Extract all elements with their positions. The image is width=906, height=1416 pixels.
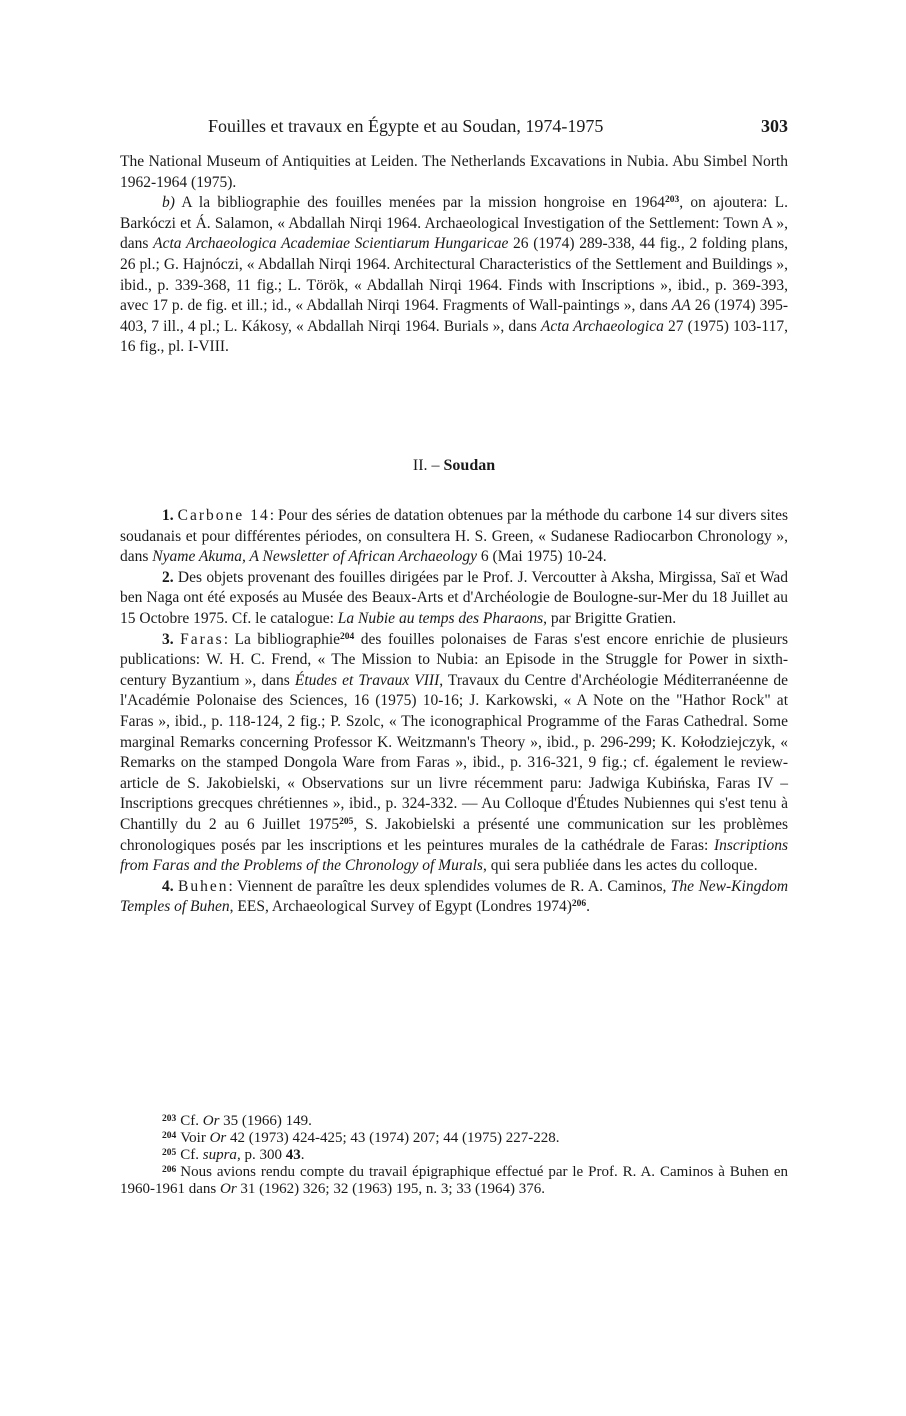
paragraph-b-label: b) (162, 194, 175, 212)
footnote-205: $^{205}$ Cf. supra, p. 300 43. (162, 1147, 305, 1163)
running-title: Fouilles et travaux en Égypte et au Soudan, 1974-1975 (208, 116, 604, 136)
item-keyword: Faras (180, 630, 224, 648)
item-faras: 3. Faras: La bibliographie$^{204}$ des fouilles polonaises de Faras s'est encore enrichie de plusieurs publications: W. H. C. Frend, « The Mission to Nubia: an Episode in the Struggle for Power in sixth-century Byzantium », dans Études et Travaux VIII, Travaux du Centre d'Archéologie Méditerranéenne de l'Académie Polonaise des Sciences, 16 (1975) 10-16; J. Karkowski, « A Note on the "Hathor Rock" at Faras », ibid., p. 118-124, 2 fig.; P. Szolc, « The iconographical Programme of the Faras Cathedral. Some marginal Remarks concerning Professor K. Weitzmann's Theory », ibid., p. 296-299; K. Kołodziejczyk, « Remarks on the stamped Dongola Ware from Faras », ibid., p. 316-321, 9 fig.; cf. également le review-article de S. Jakobielski, « Observations sur un livre récemment paru: Jadwiga Kubińska, Faras IV – Inscriptions grecques chrétiennes », ibid., p. 324-332. — Au Colloque d'Études Nubiennes qui s'est tenu à Chantilly du 2 au 6 Juillet 1975$^{205}$, S. Jakobielski a présenté une communication sur les problèmes chronologiques posés par les inscriptions et les peintures murales de la cathédrale de Faras: Inscriptions from Faras and the Problems of the Chronology of Murals, qui sera publiée dans les actes du colloque. (120, 630, 789, 875)
section-number: II. – (412, 457, 444, 474)
footnote-204: $^{204}$ Voir Or 42 (1973) 424-425; 43 (1974) 207; 44 (1975) 227-228. (162, 1130, 560, 1146)
section-title: Soudan (443, 457, 496, 474)
running-head (120, 116, 788, 140)
item-exhibition: 2. Des objets provenant des fouilles dirigées par le Prof. J. Vercoutter à Aksha, Mirgissa, Saï et Wad ben Naga ont été exposés au Musée des Beaux-Arts et d'Archéologie de Boulogne-sur-Mer du 18 Juillet au 15 Octobre 1975. Cf. le catalogue: La Nubie au temps des Pharaons, par Brigitte Gratien. (120, 568, 788, 627)
item-carbone-14: 1. Carbone 14: Pour des séries de datation obtenues par la méthode du carbone 14 sur divers sites soudanais et pour différentes périodes, on consultera H. S. Green, « Sudanese Radiocarbon Chronology », dans Nyame Akuma, A Newsletter of African Archaeology 6 (Mai 1975) 10-24. (120, 507, 789, 566)
item-keyword: Buhen (178, 877, 229, 895)
footnote-ref-205[interactable]: 205 (339, 816, 354, 827)
top-text-block (120, 152, 788, 358)
footnote-203: $^{203}$ Cf. Or 35 (1966) 149. (162, 1113, 312, 1129)
section-heading (120, 457, 788, 475)
footnotes (120, 1113, 788, 1198)
footnote-ref-204[interactable]: 204 (340, 631, 355, 642)
page-number: 303 (761, 116, 788, 136)
footnote-ref-206[interactable]: 206 (571, 899, 587, 910)
item-buhen: 4. Buhen: Viennent de paraître les deux splendides volumes de R. A. Caminos, The New-Kingdom Temples of Buhen, EES, Archaeological Survey of Egypt (Londres 1974)$^{206}$. (120, 877, 789, 916)
paragraph-b: b) A la bibliographie des fouilles menées par la mission hongroise en 1964$^{203}$, on ajoutera: L. Barkóczi et Á. Salamon, « Abdallah Nirqi 1964. Archaeological Investigation of the Settlement: Town A », dans Acta Archaeologica Academiae Scientiarum Hungaricae 26 (1974) 289-338, 44 fig., 2 folding plans, 26 pl.; G. Hajnóczi, « Abdallah Nirqi 1964. Architectural Characteristics of the Settlement and Buildings », ibid., p. 339-368, 11 fig.; L. Török, « Abdallah Nirqi 1964. Finds with Inscriptions », ibid., p. 369-393, avec 17 p. de fig. et ill.; id., « Abdallah Nirqi 1964. Fragments of Wall-paintings », dans AA 26 (1974) 395-403, 7 ill., 4 pl.; L. Kákosy, « Abdallah Nirqi 1964. Burials », dans Acta Archaeologica 27 (1975) 103-117, 16 fig., pl. I-VIII. (120, 194, 788, 356)
item-keyword: Carbone 14 (177, 507, 270, 524)
paragraph-continuation: The National Museum of Antiquities at Leiden. The Netherlands Excavations in Nubia. Abu Simbel North 1962-1964 (1975). (120, 153, 788, 191)
footnote-ref-203[interactable]: 203 (665, 195, 680, 206)
sudan-text-block (120, 506, 788, 918)
footnote-206: $^{206}$ Nous avions rendu compte du travail épigraphique effectué par le Prof. R. A. Caminos à Buhen en 1960-1961 dans Or 31 (1962) 326; 32 (1963) 195, n. 3; 33 (1964) 376. (120, 1164, 788, 1197)
